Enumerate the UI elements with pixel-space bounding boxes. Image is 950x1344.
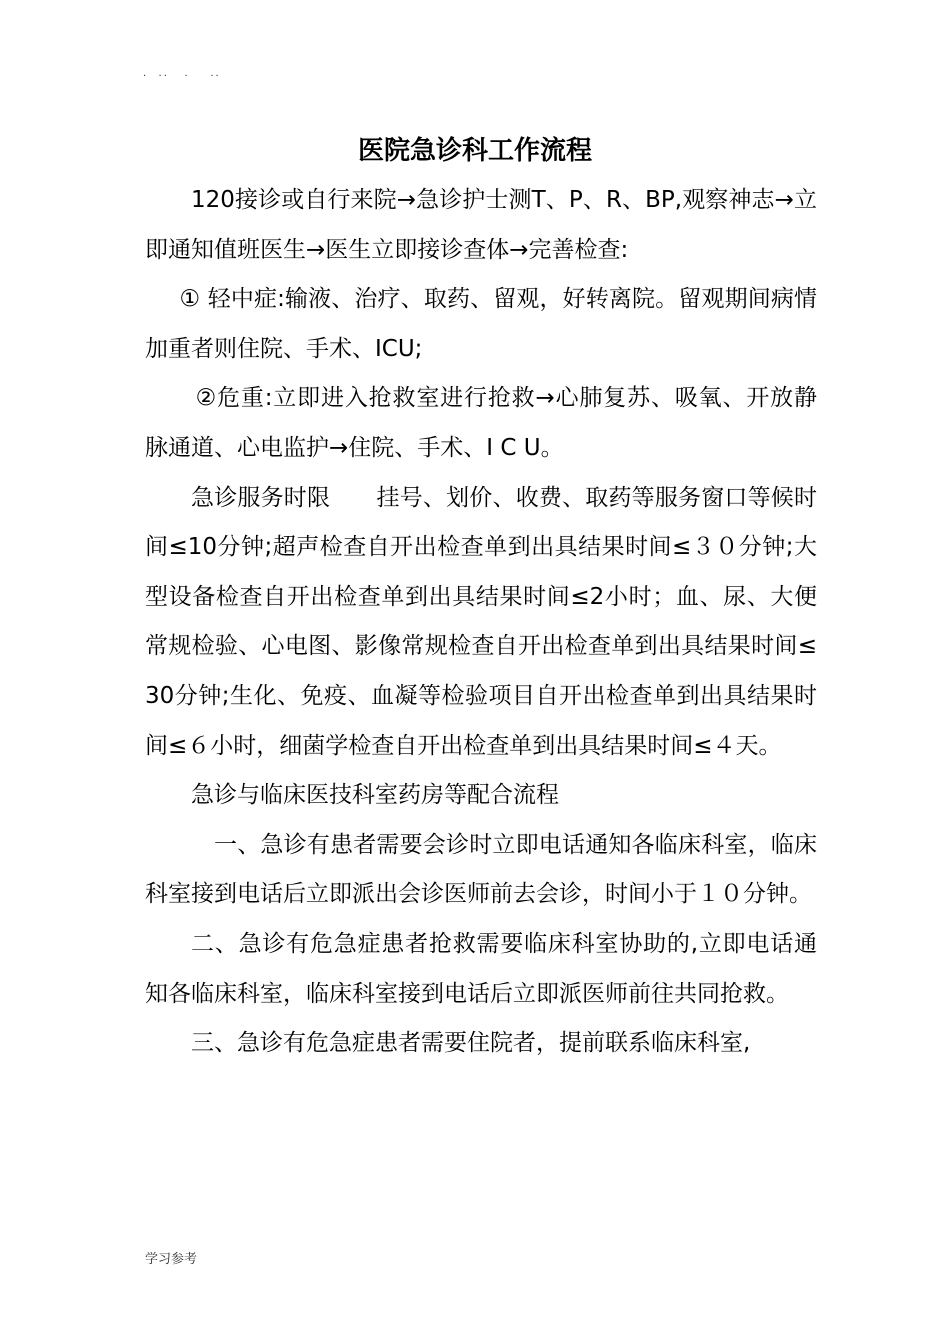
document-body xyxy=(145,176,817,1069)
paragraph-intake-flow: 120接诊或自行来院→急诊护士测T、P、R、BP,观察神志→立即通知值班医生→医生立即接诊查体→完善检查: xyxy=(145,187,817,263)
paragraph-service-time-limits: 急诊服务时限 挂号、划价、收费、取药等服务窗口等候时间≤10分钟;超声检查自开出检查单到出具结果时间≤３０分钟;大型设备检查自开出检查单到出具结果时间≤2小时；血、尿、大便常规检验、心电图、影像常规检查自开出检查单到出具结果时间≤30分钟;生化、免疫、血凝等检验项目自开出检查单到出具结果时间≤６小时，细菌学检查自开出检查单到出具结果时间≤４天。 xyxy=(145,484,817,759)
paragraph-critical-cases: ②危重:立即进入抢救室进行抢救→心肺复苏、吸氧、开放静脉通道、心电监护→住院、手术、I C U。 xyxy=(145,385,817,461)
header-marks: . .. . .. xyxy=(143,68,221,79)
paragraph-mild-cases: ① 轻中症:输液、治疗、取药、留观，好转离院。留观期间病情加重者则住院、手术、ICU; xyxy=(145,286,817,362)
paragraph-item-one: 一、急诊有患者需要会诊时立即电话通知各临床科室，临床科室接到电话后立即派出会诊医师前去会诊，时间小于１０分钟。 xyxy=(145,831,817,908)
page-footer: 学习参考 xyxy=(145,1252,198,1267)
section-heading-coordination: 急诊与临床医技科室药房等配合流程 xyxy=(191,782,559,809)
paragraph-item-three: 三、急诊有危急症患者需要住院者，提前联系临床科室, xyxy=(191,1030,751,1057)
paragraph-item-two: 二、急诊有危急症患者抢救需要临床科室协助的,立即电话通知各临床科室，临床科室接到电话后立即派医师前往共同抢救。 xyxy=(145,930,817,1007)
page-title: 医院急诊科工作流程 xyxy=(357,136,592,166)
